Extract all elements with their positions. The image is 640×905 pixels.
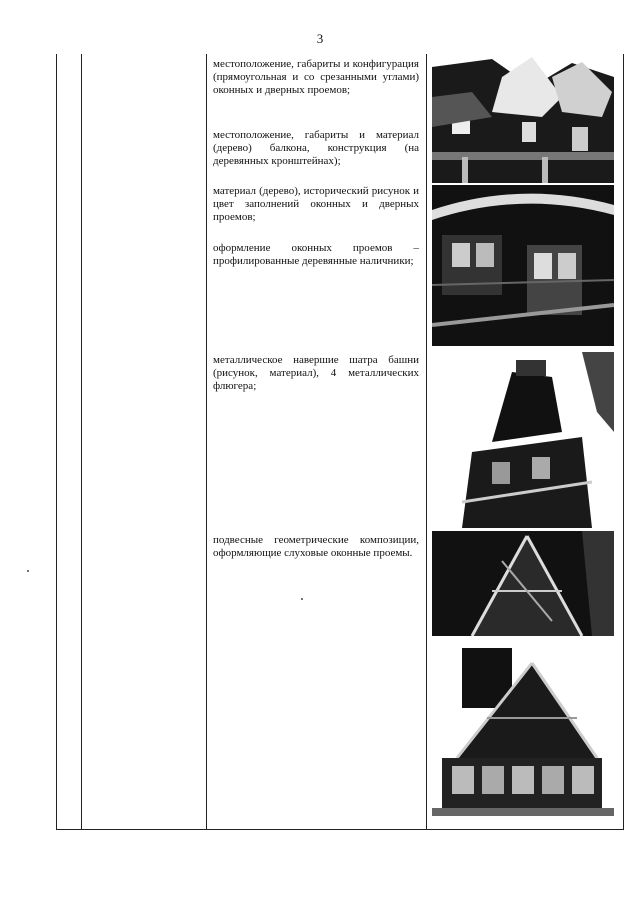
- table-border-right: [623, 54, 624, 830]
- feature-text-balcony: местоположение, габариты и материал (дерево) балкона, конструкция (на деревянных кронштейнах);: [213, 129, 419, 167]
- gable-detail-photo: [432, 531, 614, 636]
- table-border-left: [56, 54, 57, 830]
- feature-text-spire: металлическое навершие шатра башни (рисунок, материал), 4 металлических флюгера;: [213, 354, 419, 392]
- table-border-bottom: [56, 829, 624, 830]
- page-number: 3: [316, 31, 324, 46]
- scan-speck: [27, 570, 29, 572]
- column-divider-1: [81, 54, 82, 830]
- tower-spire-photo: [432, 352, 614, 528]
- feature-text-dormers: подвесные геометрические композиции, оформляющие слуховые оконные проемы.: [213, 534, 419, 559]
- column-divider-3: [426, 54, 427, 830]
- gable-pavilion-photo: [432, 648, 614, 816]
- features-table: [56, 54, 624, 830]
- column-divider-2: [206, 54, 207, 830]
- window-frames-photo: [432, 185, 614, 346]
- house-facade-photo: [432, 57, 614, 183]
- feature-text-openings: местоположение, габариты и конфигурация (прямоугольная и со срезанными углами) оконных и дверных проемов;: [213, 58, 419, 96]
- feature-text-window-fill: материал (дерево), исторический рисунок и цвет заполнений оконных и дверных проемов;: [213, 185, 419, 223]
- scan-speck: [301, 598, 303, 600]
- feature-text-casings: оформление оконных проемов – профилированные деревянные наличники;: [213, 242, 419, 267]
